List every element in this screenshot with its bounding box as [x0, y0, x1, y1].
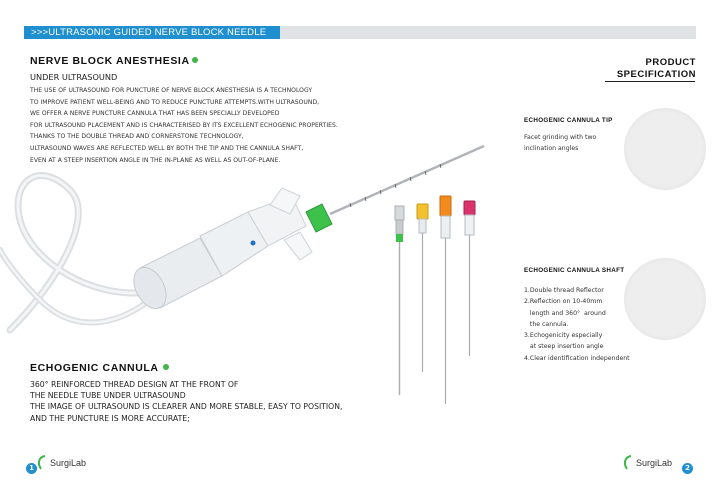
cannula-tip-heading: ECHOGENIC CANNULA TIP — [524, 117, 613, 124]
echo-line: AND THE PUNCTURE IS MORE ACCURATE; — [30, 413, 190, 423]
hub-icon — [127, 188, 332, 314]
surgilab-logo-icon — [36, 455, 50, 471]
echo-line: 360° REINFORCED THREAD DESIGN AT THE FRONT OF — [30, 380, 239, 389]
shaft-list-item: at steep insertion angle — [524, 343, 604, 351]
shaft-list-item: length and 360° around — [524, 309, 606, 317]
nerve-block-heading: NERVE BLOCK ANESTHESIA — [30, 55, 190, 67]
paragraph-line: FOR ULTRASOUND PLACEMENT AND IS CHARACTERISED BY ITS EXCELLENT ECHOGENIC PROPERTIES. — [30, 121, 338, 129]
shaft-list-item: 3.Echogenicity especially — [524, 332, 603, 340]
tip-desc-line: inclination angles — [524, 145, 579, 152]
needle-green-icon — [395, 206, 404, 395]
banner-title: >>>ULTRASONIC GUIDED NERVE BLOCK NEEDLE — [24, 26, 280, 39]
paragraph-line: ULTRASOUND WAVES ARE REFLECTED WELL BY BOTH THE TIP AND THE CANNULA SHAFT, — [30, 144, 304, 152]
product-specification-heading — [604, 57, 696, 81]
nerve-block-paragraph — [30, 85, 370, 166]
cannula-shaft-list — [524, 285, 630, 364]
page-number-left: 1 — [26, 463, 37, 474]
echo-line: THE NEEDLE TUBE UNDER ULTRASOUND — [30, 391, 186, 401]
cannula-shaft-heading: ECHOGENIC CANNULA SHAFT — [524, 267, 625, 274]
tip-desc-line: Facet grinding with two — [524, 134, 597, 141]
shaft-inset-circle — [624, 258, 706, 340]
surgilab-logo — [626, 458, 673, 468]
cannula-tip-description — [524, 132, 596, 154]
paragraph-line: WE OFFER A NERVE PUNCTURE CANNULA THAT HAS BEEN SPECIALLY DEVELOPED — [30, 110, 280, 118]
tip-inset-circle — [624, 108, 706, 190]
tubing-icon — [0, 176, 150, 330]
needle-orange-icon — [440, 196, 451, 404]
logo-text: SurgiLab — [636, 458, 673, 468]
surgilab-logo — [40, 458, 87, 468]
shaft-list-item: the cannula. — [524, 320, 569, 328]
echo-line: THE IMAGE OF ULTRASOUND IS CLEARER AND MORE STABLE, EASY TO POSITION, — [30, 402, 343, 412]
paragraph-line: TO IMPROVE PATIENT WELL-BEING AND TO REDUCE PUNCTURE ATTEMPTS.WITH ULTRASOUND, — [30, 98, 320, 106]
heading-divider — [605, 81, 695, 82]
page-number-right: 2 — [682, 463, 693, 474]
shaft-list-item: 2.Reflection on 10-40mm — [524, 298, 603, 306]
echogenic-cannula-text — [30, 379, 342, 424]
nerve-block-subheading: UNDER ULTRASOUND — [30, 72, 118, 82]
paragraph-line: EVEN AT A STEEP INSERTION ANGLE IN THE IN-PLANE AS WELL AS OUT-OF-PLANE. — [30, 156, 281, 164]
needle-yellow-icon — [417, 204, 428, 372]
green-dot-icon — [192, 57, 198, 63]
echogenic-cannula-heading: ECHOGENIC CANNULA — [30, 362, 159, 374]
needle-pink-icon — [464, 201, 475, 356]
green-dot-icon — [163, 364, 169, 370]
product-heading-line: SPECIFICATION — [616, 69, 696, 80]
logo-text: SurgiLab — [50, 458, 87, 468]
paragraph-line: THANKS TO THE DOUBLE THREAD AND CORNERSTONE TECHNOLOGY, — [30, 133, 244, 141]
paragraph-line: THE USE OF ULTRASOUND FOR PUNCTURE OF NERVE BLOCK ANESTHESIA IS A TECHNOLOGY — [30, 87, 313, 94]
shaft-list-item: 4.Clear identification independent — [524, 354, 630, 362]
surgilab-logo-icon — [622, 455, 636, 471]
shaft-list-item: 1.Double thread Reflector — [524, 287, 604, 294]
product-heading-line: PRODUCT — [645, 57, 696, 68]
